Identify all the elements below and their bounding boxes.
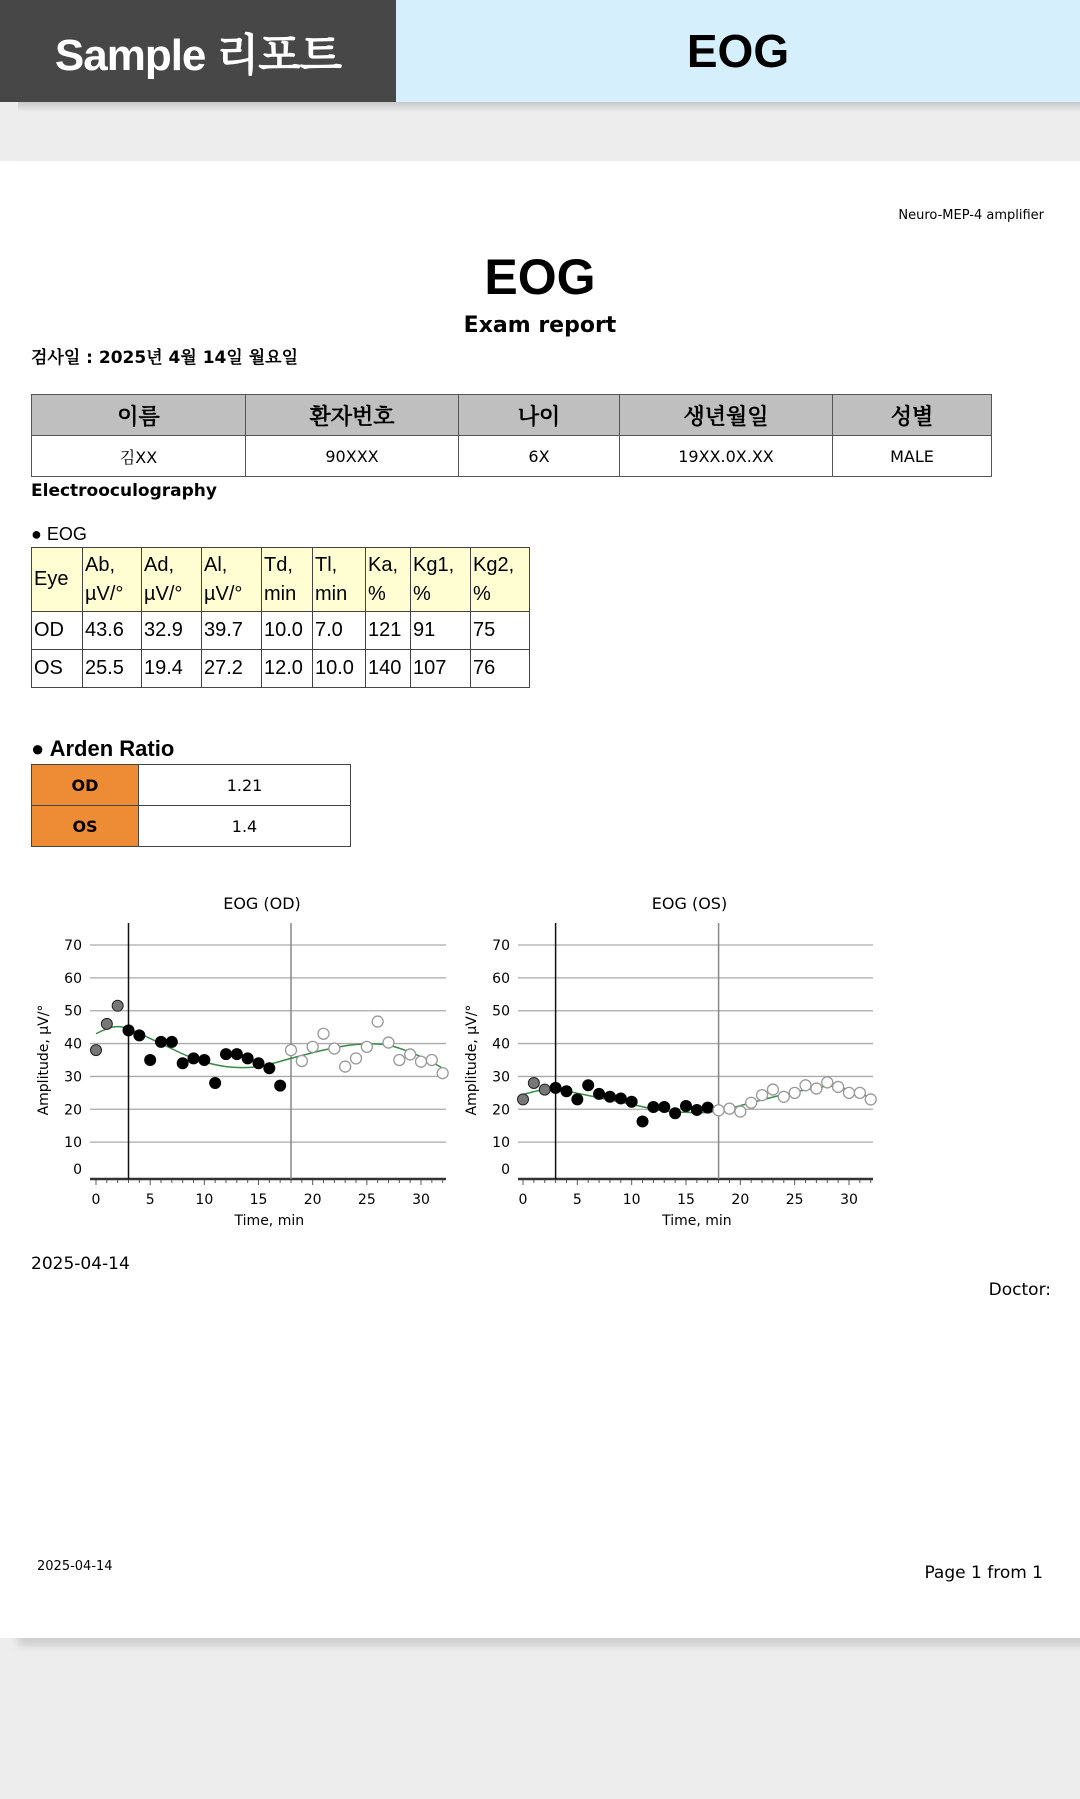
eog-row xyxy=(32,612,530,650)
dark-phase-point xyxy=(123,1024,135,1036)
dark-phase-point xyxy=(253,1057,265,1069)
y-tick-label: 40 xyxy=(492,1036,510,1053)
patient-value: 19XX.0X.XX xyxy=(620,436,833,477)
dark-phase-point xyxy=(691,1104,703,1116)
light-phase-point xyxy=(746,1097,757,1108)
eog-header-text: Ad, xyxy=(144,553,175,576)
eog-header-text: % xyxy=(413,582,431,605)
doctor-label: Doctor: xyxy=(988,1280,1051,1300)
dark-phase-point xyxy=(188,1052,200,1064)
eog-header-cell xyxy=(32,548,83,612)
y-tick-label: 20 xyxy=(64,1102,82,1119)
report-subtitle: Exam report xyxy=(463,313,617,338)
y-axis-label: Amplitude, µV/° xyxy=(36,1004,52,1116)
eog-header-text: Td, xyxy=(264,553,293,576)
dark-phase-point xyxy=(637,1115,649,1127)
eog-header-text: Tl, xyxy=(315,553,338,576)
x-tick-label: 30 xyxy=(412,1192,430,1208)
eog-cell: OD xyxy=(32,612,83,650)
eog-header-cell xyxy=(366,548,411,612)
eog-cell: 19.4 xyxy=(142,650,202,688)
light-phase-point xyxy=(778,1091,789,1102)
patient-header: 나이 xyxy=(459,395,620,436)
pre-adaptation-point xyxy=(101,1018,112,1029)
header-shadow xyxy=(18,102,1080,112)
light-phase-point xyxy=(286,1045,297,1056)
dark-phase-point xyxy=(133,1029,145,1041)
patient-header: 생년월일 xyxy=(620,395,833,436)
eog-cell: 39.7 xyxy=(202,612,262,650)
light-phase-point xyxy=(800,1080,811,1091)
dark-phase-point xyxy=(231,1048,243,1060)
eog-header-text: µV/° xyxy=(85,582,124,605)
y-tick-label: 60 xyxy=(64,970,82,987)
light-phase-point xyxy=(854,1087,865,1098)
light-phase-point xyxy=(437,1068,448,1079)
x-tick-label: 25 xyxy=(785,1192,804,1208)
dark-phase-point xyxy=(702,1102,714,1114)
dark-phase-point xyxy=(155,1036,167,1048)
eog-header-text: Al, xyxy=(204,553,228,576)
eog-header-text: µV/° xyxy=(204,582,243,605)
chart-os xyxy=(464,894,876,1229)
eog-cell: 140 xyxy=(366,650,411,688)
x-tick-label: 0 xyxy=(518,1192,528,1208)
patient-value: 90XXX xyxy=(246,436,459,477)
dark-phase-point xyxy=(680,1100,692,1112)
y-tick-label: 20 xyxy=(492,1102,510,1119)
patient-table xyxy=(31,394,992,477)
eog-cell: 25.5 xyxy=(83,650,142,688)
pre-adaptation-point xyxy=(518,1094,529,1105)
eog-header-cell xyxy=(83,548,142,612)
chart-od xyxy=(36,894,448,1229)
dark-phase-point xyxy=(220,1048,232,1060)
patient-header: 이름 xyxy=(32,395,246,436)
report-date: 2025-04-14 xyxy=(31,1254,130,1274)
y-tick-label: 30 xyxy=(492,1069,510,1086)
report-page xyxy=(0,161,1080,1638)
y-tick-label: 10 xyxy=(64,1135,82,1152)
arden-ratio-table xyxy=(31,764,351,847)
dark-phase-point xyxy=(560,1085,572,1097)
eog-table-label: ● EOG xyxy=(31,524,87,544)
dark-phase-point xyxy=(626,1096,638,1108)
dark-phase-point xyxy=(144,1054,156,1066)
x-tick-label: 30 xyxy=(840,1192,858,1208)
x-tick-label: 0 xyxy=(91,1192,101,1208)
y-tick-label: 10 xyxy=(492,1135,510,1152)
eog-header-text: Ka, xyxy=(368,553,399,576)
x-tick-label: 5 xyxy=(572,1192,582,1208)
light-phase-point xyxy=(296,1055,307,1066)
y-tick-label: 50 xyxy=(64,1003,82,1020)
patient-header: 환자번호 xyxy=(246,395,459,436)
dark-phase-point xyxy=(615,1092,627,1104)
dark-phase-point xyxy=(571,1093,583,1105)
y-tick-label: 0 xyxy=(73,1162,82,1178)
light-phase-point xyxy=(713,1105,724,1116)
eog-cell: 75 xyxy=(471,612,530,650)
footer-date: 2025-04-14 xyxy=(37,1559,113,1574)
eog-header-cell xyxy=(411,548,471,612)
light-phase-point xyxy=(329,1043,340,1054)
eog-cell: 76 xyxy=(471,650,530,688)
arden-eye: OS xyxy=(32,806,139,847)
eog-header-cell xyxy=(471,548,530,612)
app-title: Sample 리포트 xyxy=(0,0,396,102)
x-axis-label: Time, min xyxy=(662,1213,732,1229)
eog-cell: 10.0 xyxy=(262,612,313,650)
dark-phase-point xyxy=(242,1052,254,1064)
section-title: Electrooculography xyxy=(31,481,217,501)
eog-cell: 121 xyxy=(366,612,411,650)
dark-phase-point xyxy=(658,1101,670,1113)
light-phase-point xyxy=(767,1084,778,1095)
light-phase-point xyxy=(416,1056,427,1067)
eog-cell: 7.0 xyxy=(313,612,366,650)
x-axis-label: Time, min xyxy=(234,1213,305,1229)
eog-header-text: Eye xyxy=(34,568,69,590)
eog-cell: 32.9 xyxy=(142,612,202,650)
dark-phase-point xyxy=(582,1079,594,1091)
patient-value: 김XX xyxy=(32,436,246,477)
eog-cell: OS xyxy=(32,650,83,688)
light-phase-point xyxy=(789,1087,800,1098)
dark-phase-point xyxy=(177,1057,189,1069)
x-tick-label: 5 xyxy=(145,1192,155,1208)
eog-header-cell xyxy=(142,548,202,612)
y-axis-label: Amplitude, µV/° xyxy=(464,1004,480,1116)
eog-cell: 12.0 xyxy=(262,650,313,688)
page-number: Page 1 from 1 xyxy=(924,1563,1043,1583)
light-phase-point xyxy=(372,1016,383,1027)
arden-value: 1.4 xyxy=(139,806,351,847)
dark-phase-point xyxy=(669,1107,681,1119)
light-phase-point xyxy=(757,1090,768,1101)
y-tick-label: 70 xyxy=(492,938,510,954)
eog-header-text: Kg1, xyxy=(413,553,455,576)
x-tick-label: 20 xyxy=(731,1192,750,1208)
y-tick-label: 0 xyxy=(501,1162,510,1178)
exam-date: 검사일 : 2025년 4월 14일 월요일 xyxy=(31,348,298,368)
patient-value: 6X xyxy=(459,436,620,477)
eog-cell: 27.2 xyxy=(202,650,262,688)
pre-adaptation-point xyxy=(539,1084,550,1095)
arden-value: 1.21 xyxy=(139,765,351,806)
pre-adaptation-point xyxy=(528,1078,539,1089)
patient-value: MALE xyxy=(833,436,992,477)
eog-cell: 43.6 xyxy=(83,612,142,650)
pre-adaptation-point xyxy=(91,1045,102,1056)
light-phase-point xyxy=(833,1081,844,1092)
dark-phase-point xyxy=(263,1062,275,1074)
eog-header-text: µV/° xyxy=(144,582,183,605)
eog-header-text: % xyxy=(473,582,491,605)
dark-phase-point xyxy=(209,1077,221,1089)
eog-header-text: min xyxy=(315,582,348,605)
y-tick-label: 70 xyxy=(64,938,82,954)
x-tick-label: 10 xyxy=(195,1192,214,1208)
x-tick-label: 15 xyxy=(677,1192,695,1208)
arden-ratio-label: ● Arden Ratio xyxy=(31,736,175,761)
light-phase-point xyxy=(724,1103,735,1114)
light-phase-point xyxy=(865,1094,876,1105)
eog-header-text: Ab, xyxy=(85,553,116,576)
eog-header-text: min xyxy=(264,582,297,605)
x-tick-label: 25 xyxy=(357,1192,376,1208)
light-phase-point xyxy=(394,1055,405,1066)
x-tick-label: 20 xyxy=(303,1192,322,1208)
light-phase-point xyxy=(405,1049,416,1060)
light-phase-point xyxy=(811,1083,822,1094)
report-title: EOG xyxy=(484,249,596,305)
y-tick-label: 60 xyxy=(492,970,510,987)
dark-phase-point xyxy=(198,1054,210,1066)
report-type-title: EOG xyxy=(396,0,1080,102)
eog-header-text: Kg2, xyxy=(473,553,515,576)
y-tick-label: 30 xyxy=(64,1069,82,1086)
light-phase-point xyxy=(351,1053,362,1064)
eog-row xyxy=(32,650,530,688)
dark-phase-point xyxy=(274,1080,286,1092)
light-phase-point xyxy=(735,1106,746,1117)
eog-header-text: % xyxy=(368,582,386,605)
eog-header-cell xyxy=(202,548,262,612)
chart-title: EOG (OS) xyxy=(651,894,728,913)
y-tick-label: 40 xyxy=(64,1036,82,1053)
light-phase-point xyxy=(426,1055,437,1066)
light-phase-point xyxy=(318,1028,329,1039)
light-phase-point xyxy=(822,1077,833,1088)
patient-header: 성별 xyxy=(833,395,992,436)
light-phase-point xyxy=(383,1037,394,1048)
chart-title: EOG (OD) xyxy=(223,894,301,913)
light-phase-point xyxy=(844,1087,855,1098)
eog-charts xyxy=(0,881,1080,1241)
eog-header-cell xyxy=(262,548,313,612)
eog-cell: 91 xyxy=(411,612,471,650)
dark-phase-point xyxy=(593,1088,605,1100)
dark-phase-point xyxy=(166,1036,178,1048)
eog-header-cell xyxy=(313,548,366,612)
dark-phase-point xyxy=(647,1101,659,1113)
x-tick-label: 15 xyxy=(249,1192,268,1208)
dark-phase-point xyxy=(604,1091,616,1103)
light-phase-point xyxy=(307,1041,318,1052)
y-tick-label: 50 xyxy=(492,1003,510,1020)
light-phase-point xyxy=(340,1061,351,1072)
device-label: Neuro-MEP-4 amplifier xyxy=(898,208,1044,223)
eog-cell: 10.0 xyxy=(313,650,366,688)
dark-phase-point xyxy=(550,1082,562,1094)
pre-adaptation-point xyxy=(112,1000,123,1011)
light-phase-point xyxy=(361,1041,372,1052)
arden-eye: OD xyxy=(32,765,139,806)
eog-cell: 107 xyxy=(411,650,471,688)
x-tick-label: 10 xyxy=(622,1192,641,1208)
eog-results-table xyxy=(31,547,530,688)
